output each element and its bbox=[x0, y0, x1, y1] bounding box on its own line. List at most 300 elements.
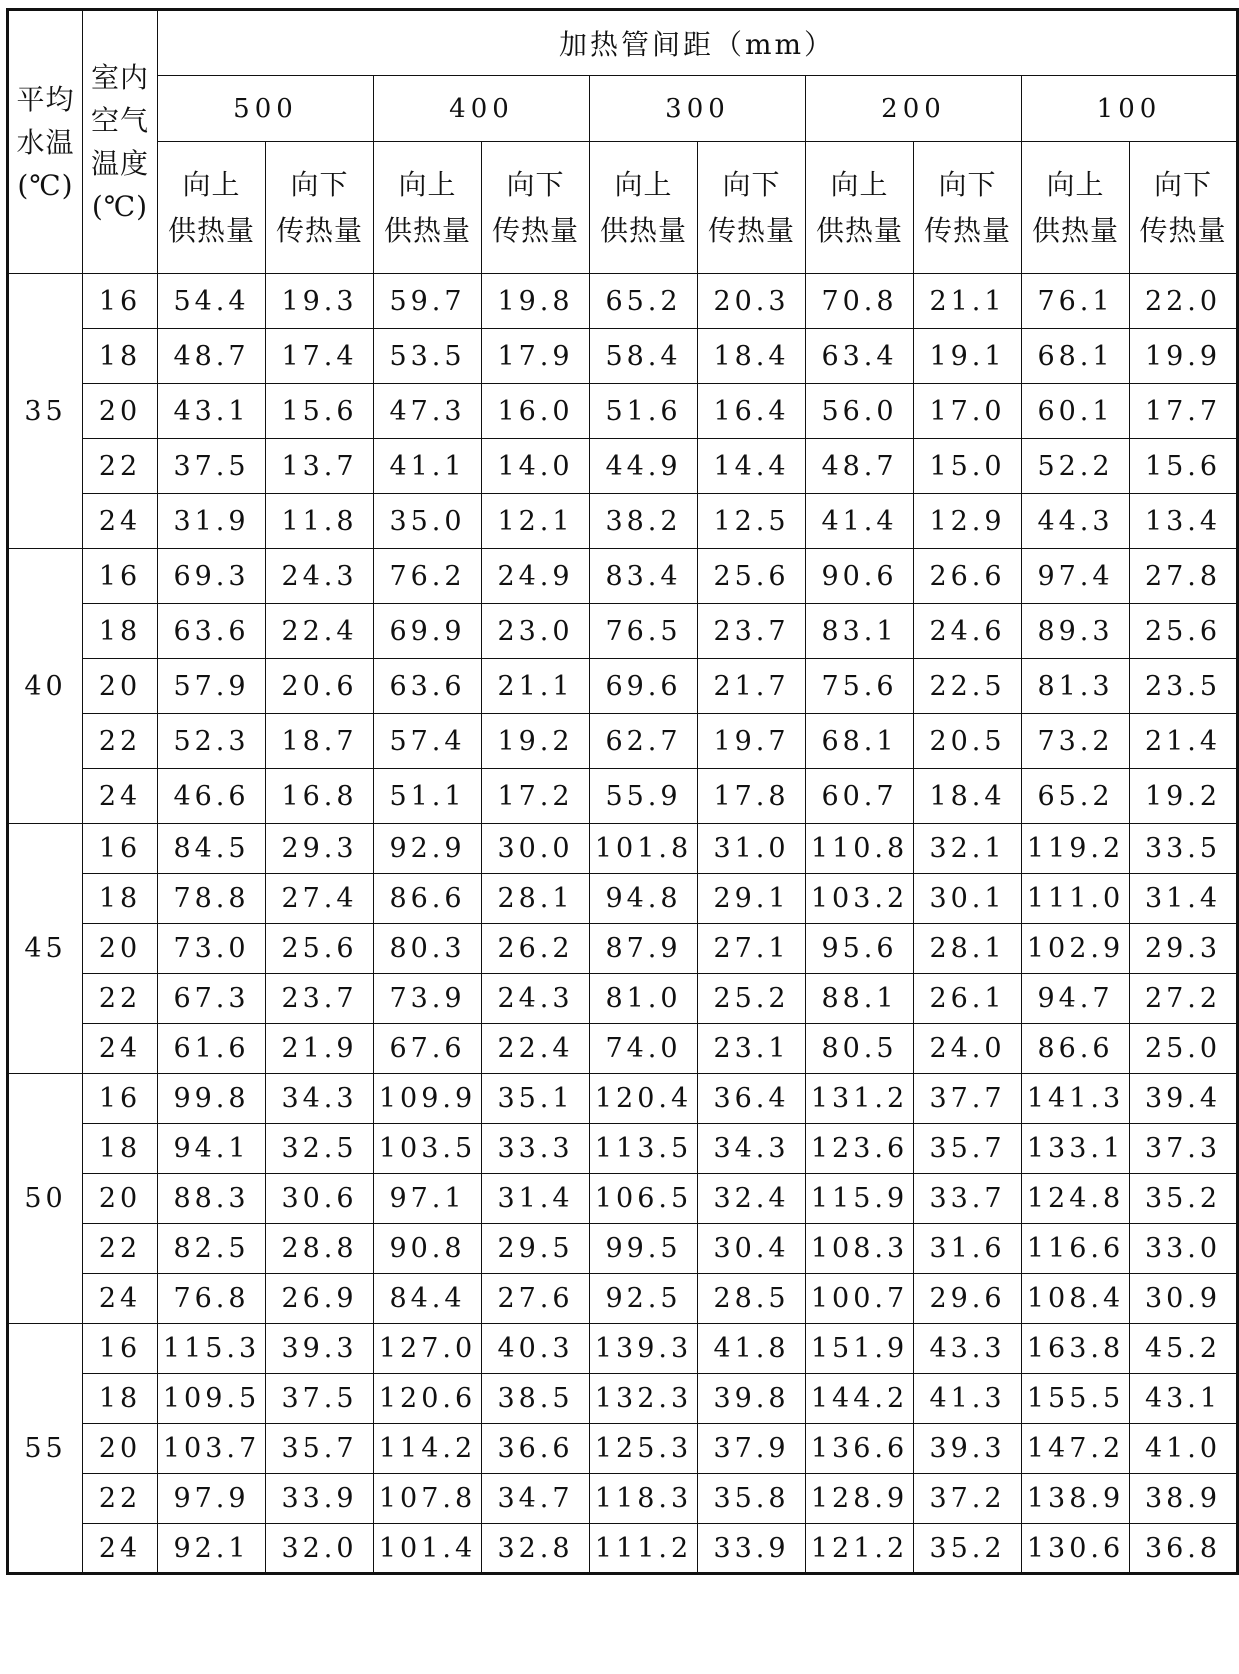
indoor-air-temp-cell: 22 bbox=[83, 714, 158, 769]
upward-heat-cell: 111.0 bbox=[1022, 874, 1130, 924]
downward-heat-cell: 36.6 bbox=[482, 1424, 590, 1474]
upward-heat-cell: 95.6 bbox=[806, 924, 914, 974]
table-row bbox=[8, 824, 1238, 874]
upward-heat-cell: 123.6 bbox=[806, 1124, 914, 1174]
upward-heat-cell: 67.6 bbox=[374, 1024, 482, 1074]
indoor-air-temp-cell: 18 bbox=[83, 604, 158, 659]
indoor-air-temp-header-line: 温度 bbox=[90, 147, 149, 180]
avg-water-temp-header-line: (℃) bbox=[17, 168, 74, 202]
upward-heat-cell: 136.6 bbox=[806, 1424, 914, 1474]
downward-heat-cell: 37.9 bbox=[698, 1424, 806, 1474]
downward-heat-cell: 35.2 bbox=[1130, 1174, 1238, 1224]
upward-heat-cell: 119.2 bbox=[1022, 824, 1130, 874]
direction-header-line: 传热量 bbox=[707, 213, 795, 247]
downward-heat-cell: 32.4 bbox=[698, 1174, 806, 1224]
upward-heat-cell: 113.5 bbox=[590, 1124, 698, 1174]
table-row bbox=[8, 549, 1238, 604]
downward-heat-cell: 29.5 bbox=[482, 1224, 590, 1274]
upward-heat-cell: 56.0 bbox=[806, 384, 914, 439]
upward-heat-cell: 76.2 bbox=[374, 549, 482, 604]
upward-heat-cell: 58.4 bbox=[590, 329, 698, 384]
downward-heat-cell: 19.2 bbox=[482, 714, 590, 769]
direction-header-line: 供热量 bbox=[599, 213, 687, 247]
upward-heat-cell: 97.4 bbox=[1022, 549, 1130, 604]
downward-heat-cell: 23.7 bbox=[266, 974, 374, 1024]
upward-heat-cell: 70.8 bbox=[806, 274, 914, 329]
direction-header-line: 供热量 bbox=[383, 213, 471, 247]
downward-heat-cell: 26.2 bbox=[482, 924, 590, 974]
upward-heat-cell: 86.6 bbox=[374, 874, 482, 924]
upward-heat-cell: 139.3 bbox=[590, 1324, 698, 1374]
downward-heat-cell: 19.9 bbox=[1130, 329, 1238, 384]
downward-heat-cell: 27.1 bbox=[698, 924, 806, 974]
direction-header-line: 向下 bbox=[290, 167, 349, 201]
downward-heat-cell: 39.3 bbox=[266, 1324, 374, 1374]
downward-heat-cell: 31.0 bbox=[698, 824, 806, 874]
upward-heat-cell: 124.8 bbox=[1022, 1174, 1130, 1224]
upward-heat-cell: 57.4 bbox=[374, 714, 482, 769]
downward-heat-cell: 33.7 bbox=[914, 1174, 1022, 1224]
table-row bbox=[8, 1224, 1238, 1274]
indoor-air-temp-cell: 22 bbox=[83, 1474, 158, 1524]
indoor-air-temp-cell: 24 bbox=[83, 1524, 158, 1574]
table-row bbox=[8, 1374, 1238, 1424]
spacing-header-200: 200 bbox=[806, 76, 1022, 142]
downward-heat-cell: 17.0 bbox=[914, 384, 1022, 439]
indoor-air-temp-cell: 24 bbox=[83, 1024, 158, 1074]
upward-heat-cell: 94.7 bbox=[1022, 974, 1130, 1024]
downward-heat-cell: 34.3 bbox=[266, 1074, 374, 1124]
upward-heat-cell: 35.0 bbox=[374, 494, 482, 549]
downward-heat-cell: 18.7 bbox=[266, 714, 374, 769]
indoor-air-temp-cell: 16 bbox=[83, 549, 158, 604]
downward-heat-cell: 29.6 bbox=[914, 1274, 1022, 1324]
upward-heat-cell: 69.6 bbox=[590, 659, 698, 714]
downward-heat-cell: 38.9 bbox=[1130, 1474, 1238, 1524]
upward-heat-cell: 101.4 bbox=[374, 1524, 482, 1574]
avg-water-temp-header-line: 平均 bbox=[16, 82, 75, 116]
downward-heat-cell: 16.8 bbox=[266, 769, 374, 824]
downward-heat-cell: 25.6 bbox=[266, 924, 374, 974]
downward-heat-cell: 31.4 bbox=[482, 1174, 590, 1224]
upward-heat-cell: 90.6 bbox=[806, 549, 914, 604]
avg-water-temp-cell: 35 bbox=[8, 274, 83, 549]
upward-heat-cell: 107.8 bbox=[374, 1474, 482, 1524]
indoor-air-temp-cell: 20 bbox=[83, 924, 158, 974]
direction-header-line: 传热量 bbox=[275, 213, 363, 247]
upward-heat-cell: 59.7 bbox=[374, 274, 482, 329]
upward-heat-header bbox=[158, 142, 266, 274]
indoor-air-temp-cell: 22 bbox=[83, 974, 158, 1024]
direction-header-line: 向下 bbox=[506, 167, 565, 201]
downward-heat-cell: 37.3 bbox=[1130, 1124, 1238, 1174]
upward-heat-cell: 78.8 bbox=[158, 874, 266, 924]
downward-heat-cell: 21.9 bbox=[266, 1024, 374, 1074]
downward-heat-cell: 32.5 bbox=[266, 1124, 374, 1174]
upward-heat-cell: 115.9 bbox=[806, 1174, 914, 1224]
downward-heat-header bbox=[1130, 142, 1238, 274]
upward-heat-cell: 103.2 bbox=[806, 874, 914, 924]
indoor-air-temp-cell: 18 bbox=[83, 329, 158, 384]
downward-heat-cell: 13.4 bbox=[1130, 494, 1238, 549]
downward-heat-cell: 33.0 bbox=[1130, 1224, 1238, 1274]
upward-heat-cell: 94.1 bbox=[158, 1124, 266, 1174]
downward-heat-cell: 14.0 bbox=[482, 439, 590, 494]
downward-heat-cell: 27.4 bbox=[266, 874, 374, 924]
upward-heat-header bbox=[374, 142, 482, 274]
table-row bbox=[8, 604, 1238, 659]
upward-heat-cell: 144.2 bbox=[806, 1374, 914, 1424]
downward-heat-cell: 45.2 bbox=[1130, 1324, 1238, 1374]
indoor-air-temp-cell: 16 bbox=[83, 1074, 158, 1124]
upward-heat-cell: 97.9 bbox=[158, 1474, 266, 1524]
upward-heat-cell: 76.1 bbox=[1022, 274, 1130, 329]
upward-heat-cell: 83.1 bbox=[806, 604, 914, 659]
upward-heat-cell: 43.1 bbox=[158, 384, 266, 439]
direction-header-line: 供热量 bbox=[167, 213, 255, 247]
spacing-header-100: 100 bbox=[1022, 76, 1238, 142]
downward-heat-cell: 23.1 bbox=[698, 1024, 806, 1074]
downward-heat-cell: 36.8 bbox=[1130, 1524, 1238, 1574]
upward-heat-cell: 44.3 bbox=[1022, 494, 1130, 549]
downward-heat-cell: 29.1 bbox=[698, 874, 806, 924]
direction-header-line: 供热量 bbox=[815, 213, 903, 247]
downward-heat-cell: 31.6 bbox=[914, 1224, 1022, 1274]
upward-heat-cell: 52.2 bbox=[1022, 439, 1130, 494]
upward-heat-cell: 99.8 bbox=[158, 1074, 266, 1124]
upward-heat-cell: 63.6 bbox=[374, 659, 482, 714]
downward-heat-cell: 28.1 bbox=[482, 874, 590, 924]
table-row bbox=[8, 659, 1238, 714]
upward-heat-cell: 73.9 bbox=[374, 974, 482, 1024]
upward-heat-cell: 90.8 bbox=[374, 1224, 482, 1274]
downward-heat-cell: 14.4 bbox=[698, 439, 806, 494]
indoor-air-temp-header bbox=[83, 10, 158, 274]
downward-heat-cell: 16.4 bbox=[698, 384, 806, 439]
upward-heat-cell: 57.9 bbox=[158, 659, 266, 714]
table-row bbox=[8, 1124, 1238, 1174]
downward-heat-cell: 17.2 bbox=[482, 769, 590, 824]
spacing-header-500: 500 bbox=[158, 76, 374, 142]
upward-heat-header bbox=[806, 142, 914, 274]
downward-heat-cell: 33.9 bbox=[698, 1524, 806, 1574]
downward-heat-cell: 17.8 bbox=[698, 769, 806, 824]
downward-heat-cell: 35.7 bbox=[266, 1424, 374, 1474]
indoor-air-temp-cell: 24 bbox=[83, 1274, 158, 1324]
upward-heat-cell: 84.4 bbox=[374, 1274, 482, 1324]
upward-heat-cell: 73.0 bbox=[158, 924, 266, 974]
table-row bbox=[8, 1174, 1238, 1224]
downward-heat-cell: 19.2 bbox=[1130, 769, 1238, 824]
table-row bbox=[8, 1024, 1238, 1074]
downward-heat-cell: 43.3 bbox=[914, 1324, 1022, 1374]
table-row bbox=[8, 974, 1238, 1024]
downward-heat-cell: 17.9 bbox=[482, 329, 590, 384]
downward-heat-cell: 25.6 bbox=[698, 549, 806, 604]
upward-heat-cell: 99.5 bbox=[590, 1224, 698, 1274]
downward-heat-cell: 37.7 bbox=[914, 1074, 1022, 1124]
direction-header-line: 向上 bbox=[830, 167, 889, 201]
upward-heat-cell: 103.5 bbox=[374, 1124, 482, 1174]
upward-heat-cell: 101.8 bbox=[590, 824, 698, 874]
downward-heat-cell: 15.0 bbox=[914, 439, 1022, 494]
indoor-air-temp-cell: 20 bbox=[83, 384, 158, 439]
upward-heat-cell: 111.2 bbox=[590, 1524, 698, 1574]
upward-heat-cell: 97.1 bbox=[374, 1174, 482, 1224]
upward-heat-cell: 41.1 bbox=[374, 439, 482, 494]
indoor-air-temp-cell: 20 bbox=[83, 1424, 158, 1474]
upward-heat-cell: 80.5 bbox=[806, 1024, 914, 1074]
indoor-air-temp-cell: 18 bbox=[83, 1124, 158, 1174]
upward-heat-cell: 94.8 bbox=[590, 874, 698, 924]
indoor-air-temp-cell: 18 bbox=[83, 1374, 158, 1424]
downward-heat-cell: 36.4 bbox=[698, 1074, 806, 1124]
upward-heat-header bbox=[590, 142, 698, 274]
upward-heat-cell: 109.9 bbox=[374, 1074, 482, 1124]
indoor-air-temp-cell: 22 bbox=[83, 439, 158, 494]
downward-heat-cell: 32.8 bbox=[482, 1524, 590, 1574]
upward-heat-cell: 125.3 bbox=[590, 1424, 698, 1474]
downward-heat-cell: 21.1 bbox=[914, 274, 1022, 329]
avg-water-temp-header-line: 水温 bbox=[16, 125, 75, 159]
downward-heat-cell: 17.4 bbox=[266, 329, 374, 384]
upward-heat-cell: 51.1 bbox=[374, 769, 482, 824]
avg-water-temp-cell: 50 bbox=[8, 1074, 83, 1324]
upward-heat-cell: 120.6 bbox=[374, 1374, 482, 1424]
indoor-air-temp-cell: 20 bbox=[83, 1174, 158, 1224]
downward-heat-cell: 23.0 bbox=[482, 604, 590, 659]
downward-heat-cell: 41.3 bbox=[914, 1374, 1022, 1424]
table-row bbox=[8, 1524, 1238, 1574]
downward-heat-cell: 41.8 bbox=[698, 1324, 806, 1374]
upward-heat-cell: 163.8 bbox=[1022, 1324, 1130, 1374]
downward-heat-header bbox=[482, 142, 590, 274]
upward-heat-cell: 54.4 bbox=[158, 274, 266, 329]
upward-heat-cell: 127.0 bbox=[374, 1324, 482, 1374]
downward-heat-cell: 30.1 bbox=[914, 874, 1022, 924]
upward-heat-cell: 88.1 bbox=[806, 974, 914, 1024]
upward-heat-cell: 128.9 bbox=[806, 1474, 914, 1524]
avg-water-temp-header bbox=[8, 10, 83, 274]
table-row bbox=[8, 1424, 1238, 1474]
downward-heat-cell: 29.3 bbox=[1130, 924, 1238, 974]
downward-heat-cell: 13.7 bbox=[266, 439, 374, 494]
downward-heat-cell: 35.7 bbox=[914, 1124, 1022, 1174]
direction-header-line: 向上 bbox=[182, 167, 241, 201]
downward-heat-cell: 15.6 bbox=[1130, 439, 1238, 494]
direction-header-line: 传热量 bbox=[923, 213, 1011, 247]
upward-heat-cell: 48.7 bbox=[158, 329, 266, 384]
downward-heat-cell: 12.1 bbox=[482, 494, 590, 549]
downward-heat-cell: 39.3 bbox=[914, 1424, 1022, 1474]
downward-heat-cell: 26.1 bbox=[914, 974, 1022, 1024]
indoor-air-temp-cell: 22 bbox=[83, 1224, 158, 1274]
direction-header-line: 向上 bbox=[614, 167, 673, 201]
table-row bbox=[8, 274, 1238, 329]
downward-heat-cell: 30.4 bbox=[698, 1224, 806, 1274]
upward-heat-cell: 67.3 bbox=[158, 974, 266, 1024]
upward-heat-cell: 86.6 bbox=[1022, 1024, 1130, 1074]
table-row bbox=[8, 714, 1238, 769]
downward-heat-cell: 30.6 bbox=[266, 1174, 374, 1224]
upward-heat-cell: 47.3 bbox=[374, 384, 482, 439]
upward-heat-cell: 84.5 bbox=[158, 824, 266, 874]
table-row bbox=[8, 1324, 1238, 1374]
downward-heat-cell: 24.9 bbox=[482, 549, 590, 604]
downward-heat-cell: 32.0 bbox=[266, 1524, 374, 1574]
downward-heat-cell: 30.0 bbox=[482, 824, 590, 874]
indoor-air-temp-cell: 16 bbox=[83, 824, 158, 874]
upward-heat-cell: 138.9 bbox=[1022, 1474, 1130, 1524]
table-row bbox=[8, 1074, 1238, 1124]
upward-heat-cell: 100.7 bbox=[806, 1274, 914, 1324]
upward-heat-cell: 80.3 bbox=[374, 924, 482, 974]
downward-heat-cell: 39.4 bbox=[1130, 1074, 1238, 1124]
indoor-air-temp-header-line: (℃) bbox=[91, 190, 149, 223]
upward-heat-cell: 81.3 bbox=[1022, 659, 1130, 714]
downward-heat-cell: 12.5 bbox=[698, 494, 806, 549]
downward-heat-cell: 28.5 bbox=[698, 1274, 806, 1324]
upward-heat-cell: 131.2 bbox=[806, 1074, 914, 1124]
upward-heat-cell: 103.7 bbox=[158, 1424, 266, 1474]
downward-heat-header bbox=[698, 142, 806, 274]
upward-heat-cell: 73.2 bbox=[1022, 714, 1130, 769]
indoor-air-temp-cell: 18 bbox=[83, 874, 158, 924]
indoor-air-temp-header-line: 室内 bbox=[90, 61, 149, 94]
avg-water-temp-cell: 45 bbox=[8, 824, 83, 1074]
downward-heat-cell: 22.4 bbox=[482, 1024, 590, 1074]
upward-heat-cell: 62.7 bbox=[590, 714, 698, 769]
upward-heat-cell: 92.5 bbox=[590, 1274, 698, 1324]
downward-heat-cell: 23.5 bbox=[1130, 659, 1238, 714]
downward-heat-cell: 33.3 bbox=[482, 1124, 590, 1174]
downward-heat-cell: 18.4 bbox=[698, 329, 806, 384]
upward-heat-cell: 76.5 bbox=[590, 604, 698, 659]
downward-heat-cell: 40.3 bbox=[482, 1324, 590, 1374]
direction-header-line: 传热量 bbox=[491, 213, 579, 247]
downward-heat-cell: 11.8 bbox=[266, 494, 374, 549]
direction-header-line: 向下 bbox=[938, 167, 997, 201]
downward-heat-cell: 25.0 bbox=[1130, 1024, 1238, 1074]
downward-heat-cell: 28.1 bbox=[914, 924, 1022, 974]
direction-header-line: 向下 bbox=[722, 167, 781, 201]
downward-heat-cell: 27.8 bbox=[1130, 549, 1238, 604]
upward-heat-cell: 87.9 bbox=[590, 924, 698, 974]
downward-heat-cell: 39.8 bbox=[698, 1374, 806, 1424]
downward-heat-cell: 17.7 bbox=[1130, 384, 1238, 439]
downward-heat-cell: 22.4 bbox=[266, 604, 374, 659]
downward-heat-cell: 21.7 bbox=[698, 659, 806, 714]
table-row bbox=[8, 1274, 1238, 1324]
downward-heat-cell: 33.5 bbox=[1130, 824, 1238, 874]
upward-heat-cell: 41.4 bbox=[806, 494, 914, 549]
downward-heat-cell: 24.0 bbox=[914, 1024, 1022, 1074]
upward-heat-cell: 108.4 bbox=[1022, 1274, 1130, 1324]
upward-heat-cell: 52.3 bbox=[158, 714, 266, 769]
avg-water-temp-cell: 55 bbox=[8, 1324, 83, 1574]
upward-heat-cell: 106.5 bbox=[590, 1174, 698, 1224]
upward-heat-cell: 115.3 bbox=[158, 1324, 266, 1374]
indoor-air-temp-cell: 16 bbox=[83, 1324, 158, 1374]
downward-heat-cell: 33.9 bbox=[266, 1474, 374, 1524]
direction-header-line: 向下 bbox=[1153, 167, 1212, 201]
downward-heat-header bbox=[266, 142, 374, 274]
downward-heat-cell: 22.5 bbox=[914, 659, 1022, 714]
downward-heat-cell: 24.3 bbox=[482, 974, 590, 1024]
upward-heat-cell: 130.6 bbox=[1022, 1524, 1130, 1574]
downward-heat-cell: 15.6 bbox=[266, 384, 374, 439]
avg-water-temp-cell: 40 bbox=[8, 549, 83, 824]
upward-heat-cell: 83.4 bbox=[590, 549, 698, 604]
upward-heat-cell: 114.2 bbox=[374, 1424, 482, 1474]
downward-heat-cell: 26.6 bbox=[914, 549, 1022, 604]
pipe-spacing-header: 加热管间距（mm） bbox=[158, 10, 1238, 76]
downward-heat-cell: 38.5 bbox=[482, 1374, 590, 1424]
downward-heat-cell: 32.1 bbox=[914, 824, 1022, 874]
downward-heat-cell: 29.3 bbox=[266, 824, 374, 874]
upward-heat-cell: 89.3 bbox=[1022, 604, 1130, 659]
downward-heat-cell: 20.6 bbox=[266, 659, 374, 714]
table-row bbox=[8, 329, 1238, 384]
upward-heat-cell: 38.2 bbox=[590, 494, 698, 549]
downward-heat-cell: 31.4 bbox=[1130, 874, 1238, 924]
upward-heat-cell: 60.7 bbox=[806, 769, 914, 824]
downward-heat-cell: 18.4 bbox=[914, 769, 1022, 824]
direction-header-line: 传热量 bbox=[1139, 213, 1227, 247]
upward-heat-cell: 48.7 bbox=[806, 439, 914, 494]
upward-heat-header bbox=[1022, 142, 1130, 274]
downward-heat-cell: 35.1 bbox=[482, 1074, 590, 1124]
table-row bbox=[8, 494, 1238, 549]
direction-header-line: 向上 bbox=[1046, 167, 1105, 201]
upward-heat-cell: 147.2 bbox=[1022, 1424, 1130, 1474]
table-row bbox=[8, 874, 1238, 924]
upward-heat-cell: 65.2 bbox=[590, 274, 698, 329]
downward-heat-cell: 19.7 bbox=[698, 714, 806, 769]
indoor-air-temp-cell: 20 bbox=[83, 659, 158, 714]
upward-heat-cell: 102.9 bbox=[1022, 924, 1130, 974]
upward-heat-cell: 81.0 bbox=[590, 974, 698, 1024]
downward-heat-cell: 41.0 bbox=[1130, 1424, 1238, 1474]
upward-heat-cell: 60.1 bbox=[1022, 384, 1130, 439]
upward-heat-cell: 37.5 bbox=[158, 439, 266, 494]
downward-heat-cell: 23.7 bbox=[698, 604, 806, 659]
downward-heat-cell: 21.1 bbox=[482, 659, 590, 714]
downward-heat-cell: 21.4 bbox=[1130, 714, 1238, 769]
upward-heat-cell: 82.5 bbox=[158, 1224, 266, 1274]
upward-heat-cell: 121.2 bbox=[806, 1524, 914, 1574]
upward-heat-cell: 69.9 bbox=[374, 604, 482, 659]
upward-heat-cell: 63.4 bbox=[806, 329, 914, 384]
downward-heat-cell: 27.6 bbox=[482, 1274, 590, 1324]
upward-heat-cell: 92.1 bbox=[158, 1524, 266, 1574]
table-row bbox=[8, 384, 1238, 439]
upward-heat-cell: 65.2 bbox=[1022, 769, 1130, 824]
downward-heat-cell: 19.1 bbox=[914, 329, 1022, 384]
direction-header-line: 供热量 bbox=[1031, 213, 1119, 247]
downward-heat-cell: 28.8 bbox=[266, 1224, 374, 1274]
upward-heat-cell: 132.3 bbox=[590, 1374, 698, 1424]
upward-heat-cell: 46.6 bbox=[158, 769, 266, 824]
upward-heat-cell: 44.9 bbox=[590, 439, 698, 494]
upward-heat-cell: 88.3 bbox=[158, 1174, 266, 1224]
downward-heat-cell: 19.3 bbox=[266, 274, 374, 329]
upward-heat-cell: 31.9 bbox=[158, 494, 266, 549]
upward-heat-cell: 68.1 bbox=[806, 714, 914, 769]
downward-heat-cell: 34.7 bbox=[482, 1474, 590, 1524]
upward-heat-cell: 69.3 bbox=[158, 549, 266, 604]
upward-heat-cell: 108.3 bbox=[806, 1224, 914, 1274]
